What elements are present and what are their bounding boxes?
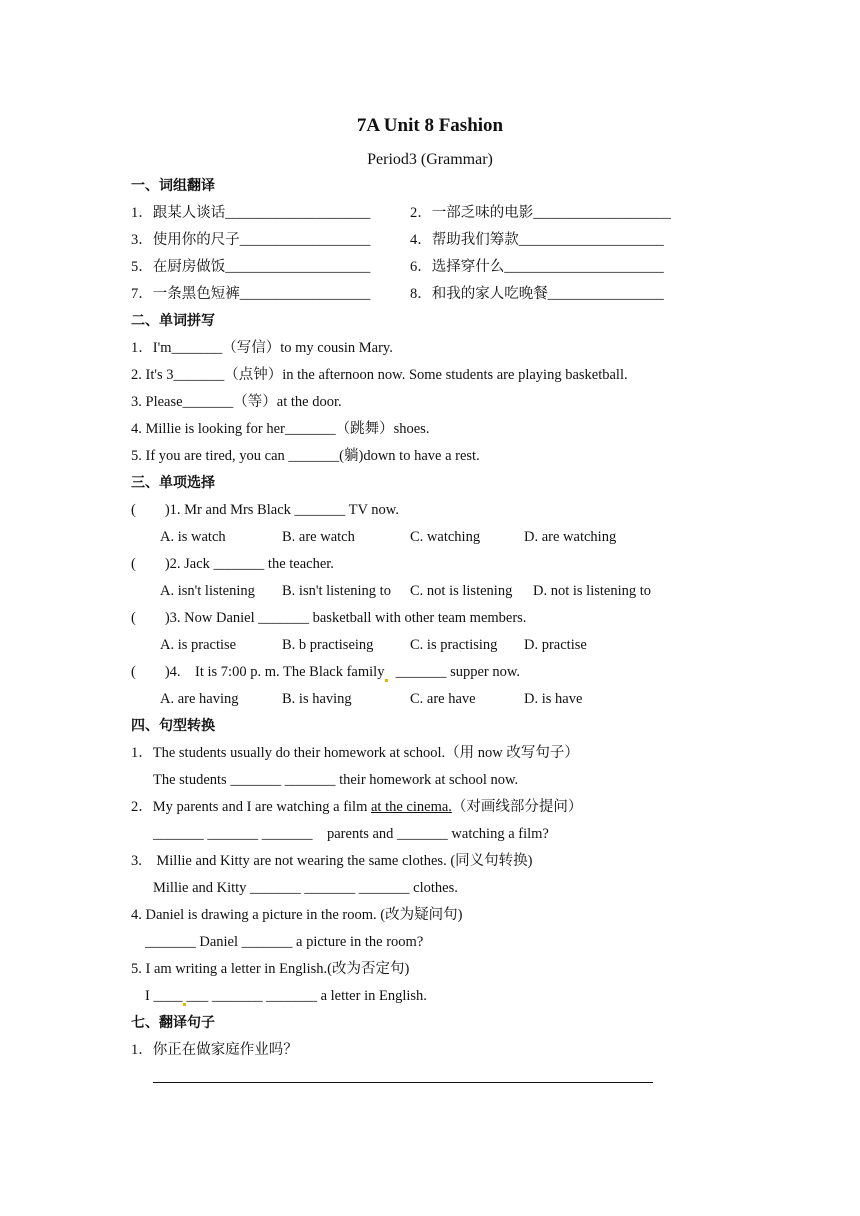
text-part: ___ _______ _______ a letter in English.	[186, 988, 427, 1004]
transform-item: 3. Millie and Kitty are not wearing the same clothes. (同义句转换)	[131, 853, 533, 869]
spelling-item: 1．I'm_______（写信）to my cousin Mary.	[131, 340, 393, 356]
spelling-item: 4. Millie is looking for her_______（跳舞）shoes.	[131, 421, 430, 437]
section-heading-3: 三、单项选择	[131, 475, 215, 491]
option-a: A. are having	[160, 691, 239, 707]
phrase-item: 2．一部乏味的电影___________________	[410, 205, 671, 221]
section-heading-7: 七、翻译句子	[131, 1015, 215, 1031]
section-heading-2: 二、单词拼写	[131, 313, 215, 329]
stem-part: _______ supper now.	[388, 664, 521, 680]
transform-item: 1．The students usually do their homework at school.（用 now 改写句子）	[131, 745, 579, 761]
question-stem: ( )2. Jack _______ the teacher.	[131, 556, 334, 572]
phrase-item: 6．选择穿什么______________________	[410, 259, 664, 275]
phrase-item: 5．在厨房做饭____________________	[131, 259, 371, 275]
page-subtitle: Period3 (Grammar)	[367, 151, 493, 168]
section-heading-4: 四、句型转换	[131, 718, 215, 734]
option-d: D. are watching	[524, 529, 617, 545]
underlined-phrase: at the cinema.	[370, 799, 452, 815]
option-b: B. is having	[282, 691, 352, 707]
transform-answer: _______ _______ _______ parents and _______ watching a film?	[153, 826, 549, 842]
option-d: D. not is listening to	[533, 583, 652, 599]
option-a: A. isn't listening	[160, 583, 255, 599]
text-part: （对画线部分提问）	[451, 799, 583, 815]
option-b: B. isn't listening to	[282, 583, 391, 599]
transform-answer: _______ Daniel _______ a picture in the room?	[145, 934, 424, 950]
spelling-item: 3. Please_______（等）at the door.	[131, 394, 342, 410]
question-stem: ( )3. Now Daniel _______ basketball with other team members.	[131, 610, 527, 626]
stem-part: ( )4. It is 7:00 p. m. The Black family	[131, 664, 385, 680]
answer-line	[153, 1068, 653, 1089]
text-part: I ____	[145, 988, 183, 1004]
transform-item: 4. Daniel is drawing a picture in the room. (改为疑问句)	[131, 907, 463, 923]
phrase-item: 4．帮助我们筹款____________________	[410, 232, 664, 248]
answer-blank[interactable]	[153, 1068, 653, 1083]
transform-answer: The students _______ _______ their homework at school now.	[153, 772, 519, 788]
option-d: D. practise	[524, 637, 587, 653]
option-b: B. are watch	[282, 529, 355, 545]
option-d: D. is have	[524, 691, 583, 707]
option-a: A. is watch	[160, 529, 226, 545]
option-c: C. is practising	[410, 637, 498, 653]
spelling-item: 2. It's 3_______（点钟）in the afternoon now. Some students are playing basketball.	[131, 367, 628, 383]
text-part: 2．My parents and I are watching a film	[131, 799, 371, 815]
question-stem	[131, 662, 520, 682]
spelling-item: 5. If you are tired, you can _______(躺)down to have a rest.	[131, 448, 480, 464]
page-title: 7A Unit 8 Fashion	[356, 115, 504, 136]
option-b: B. b practiseing	[282, 637, 374, 653]
question-stem: ( )1. Mr and Mrs Black _______ TV now.	[131, 502, 399, 518]
option-c: C. watching	[410, 529, 481, 545]
option-c: C. not is listening	[410, 583, 513, 599]
transform-answer	[145, 986, 427, 1006]
phrase-item: 3．使用你的尺子__________________	[131, 232, 371, 248]
option-a: A. is practise	[160, 637, 237, 653]
phrase-item: 7．一条黑色短裤__________________	[131, 286, 371, 302]
phrase-item: 8．和我的家人吃晚餐________________	[410, 286, 664, 302]
option-c: C. are have	[410, 691, 476, 707]
translate-item: 1．你正在做家庭作业吗？	[131, 1042, 298, 1058]
transform-item: 5. I am writing a letter in English.(改为否定句)	[131, 961, 410, 977]
phrase-item: 1．跟某人谈话____________________	[131, 205, 371, 221]
section-heading-1: 一、词组翻译	[131, 178, 215, 194]
transform-item	[131, 797, 582, 817]
transform-answer: Millie and Kitty _______ _______ _______ clothes.	[153, 880, 458, 896]
